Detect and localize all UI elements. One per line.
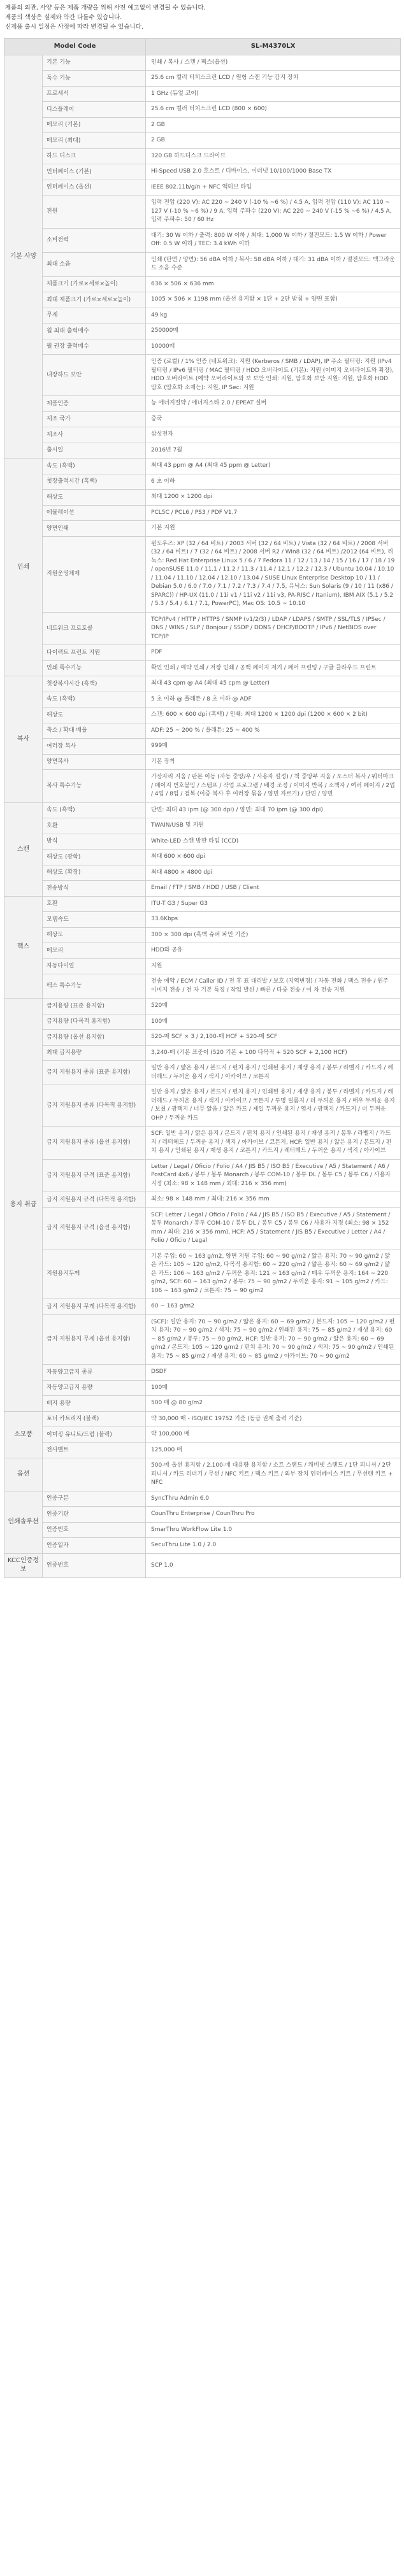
spec-row [4,55,401,71]
spec-key: 배지 용량 [43,1396,146,1412]
spec-key: 최대 소음 [43,252,146,276]
spec-value: White-LED 스캔 방판 타입 (CCD) [146,834,401,850]
spec-key: 급지 지원용지 무게 (옵션 용지함) [43,1314,146,1365]
spec-value: 중국 [146,411,401,427]
spec-value: 60 ~ 163 g/m2 [146,1299,401,1315]
spec-key: 소비전력 [43,228,146,252]
spec-key [43,1458,146,1491]
spec-key: 급지용량 (표준 용지함) [43,999,146,1014]
spec-row [4,505,401,521]
spec-key: 급지용량 (다목적 용지함) [43,1014,146,1030]
section-label: 팩스 [4,896,43,999]
spec-row [4,292,401,308]
spec-row [4,881,401,897]
spec-row [4,1045,401,1061]
spec-value: Hi-Speed USB 2.0 호스트 / 디바이스, 이더넷 10/100/1000 Base TX [146,164,401,180]
spec-key: 최대 제품크기 (가로×세로×높이) [43,292,146,308]
spec-row [4,521,401,537]
spec-row [4,196,401,229]
spec-row [4,865,401,881]
spec-row [4,1314,401,1365]
spec-row [4,692,401,708]
spec-value: 기본 주입: 60 ~ 163 g/m2, 양면 지원 주입: 60 ~ 90 g/m2 / 얇은 용지: 70 ~ 90 g/m2 / 얇은 카드: 105 ~ 120 g/m2, 다목적 용지함: 60 ~ 220 g/m2 / 얇은 용지: 60 ~ 69 g/m2 / 얇은 카드: 106 ~ 163 g/m2 / 두꺼운 용지: 121 ~ 163 g/m2 / 매우 두꺼운 용지: 164 ~ 220 g/m2, SCF: 60 ~ 163 g/m2 / 봉투: 75 ~ 90 g/m2 / 두꺼운 용지: 91 ~ 105 g/m2 / 카드: 106 ~ 163 g/m2 / 코튼지: 75 ~ 90 g/m2 [146,1249,401,1299]
spec-row [4,459,401,474]
spec-key: 급지용량 (옵션 용지함) [43,1030,146,1046]
spec-row [4,770,401,803]
spec-row [4,927,401,943]
spec-key: 지원용지두께 [43,1249,146,1299]
spec-key: 무게 [43,308,146,324]
spec-row [4,943,401,959]
spec-key: 제품인증 [43,396,146,412]
spec-key: 기본 기능 [43,55,146,71]
spec-value: 약 100,000 매 [146,1427,401,1443]
spec-row [4,1396,401,1412]
spec-row [4,818,401,834]
spec-row [4,850,401,865]
spec-value: 일반 용지 / 얇은 용지 / 본드지 / 펀치 용지 / 인쇄된 용지 / 재생 용지 / 봉투 / 라벨지 / 카드지 / 레터헤드 / 두꺼운 용지 / 색지 / 아카이브 / 코튼지 [146,1061,401,1085]
spec-key: 내장하드 보안 [43,355,146,396]
spec-key: 메모리 [43,943,146,959]
spec-value: 단면: 최대 43 ipm (@ 300 dpi) / 양면: 최대 70 ipm (@ 300 dpi) [146,802,401,818]
spec-key: 디스플레이 [43,102,146,118]
section-label: 복사 [4,676,43,803]
spec-value: 125,000 매 [146,1442,401,1458]
spec-value: 전송 예약 / ECM / Caller ID / 전 후 표 대리발 / 보호 (지역변경) / 자동 전화 / 팩스 전송 / 원주 이미지 전송 / 전 자 기본 특징 / 작업 발신 / 빠른 / 다중 전송 / 이 차 전송 지원 [146,974,401,999]
spec-key: 호환 [43,896,146,912]
spec-value: 인증 (로컬) / 1% 인증 (네트워크): 지원 (Kerberos / SMB / LDAP), IP 주소 필터링: 지원 (IPv4 필터링 / IPv6 필터링 / MAC 필터링 / HDD 오버라이트 (기본): 지원 (이미지 오버라이트와 확장), HDD 오버라이트 (예약 오버라이트와 보 보안 인쇄: 지원, 암호화 보안 지원: 지원, 암호화 HDD 암호 (암호화 소재는): 지원, IP Sec: 지원 [146,355,401,396]
spec-key: 전사벨트 [43,1442,146,1458]
notice-line: 제품의 외관, 사양 등은 제품 개량을 위해 사전 예고없이 변경될 수 있습니다. [5,4,206,11]
spec-key: 특수 기능 [43,71,146,87]
spec-row [4,324,401,339]
section-label: 인쇄솔루션 [4,1491,43,1553]
spec-value: 320 GB 하드디스크 드라이브 [146,148,401,164]
spec-row [4,1538,401,1554]
spec-row [4,133,401,149]
spec-key: 토너 카트리지 (블랙) [43,1411,146,1427]
spec-key: 해상도 (광학) [43,850,146,865]
spec-row [4,1030,401,1046]
spec-body [4,55,401,1577]
spec-value: 636 × 506 × 636 mm [146,276,401,292]
notice-line: 신제품 출시 일정은 사정에 따라 변경될 수 있습니다. [5,23,143,31]
spec-key: 자동양고급지 용량 [43,1380,146,1396]
section-label: KCC인증정보 [4,1553,43,1577]
spec-value: 최대 1200 × 1200 dpi [146,490,401,506]
spec-value: 스캔: 600 × 600 dpi (흑백) / 인쇄: 최대 1200 × 1200 dpi (1200 × 600 × 2 bit) [146,708,401,723]
spec-value: 500-매 옵션 용지함 / 2,100-매 대용량 용지함 / 소트 스탠드 / 캐비넷 스탠드 / 1단 피니셔 / 2단 피니셔 / 카드 리더기 / 무선 / NFC 키트 / 팩스 키트 / 외부 장치 인터페이스 키트 / 무선랜 키트 + NFC [146,1458,401,1491]
spec-value: DSDF [146,1365,401,1381]
spec-key: 급지 지원용지 종류 (옵션 용지함) [43,1127,146,1160]
spec-value: 1005 × 506 × 1198 mm (옵션 용지함 × 1단 + 2단 받침 + 양면 포함) [146,292,401,308]
spec-value: 인쇄 / 복사 / 스캔 / 팩스(옵션) [146,55,401,71]
spec-key: 인증번호 [43,1553,146,1577]
spec-value: 520매 [146,999,401,1014]
spec-value: 입력 전압 (220 V): AC 220 ~ 240 V (-10 % ~6 %) / 4.5 A, 입력 전압 (110 V): AC 110 ~ 127 V (-10 % ~6 %) / 9 A, 입력 주파수 (220 V): AC 220 ~ 240 V (-15 % ~6 %) / 4.5 A, 입력 주파수: 50 / 60 Hz [146,196,401,229]
spec-value: 최대 4800 × 4800 dpi [146,865,401,881]
spec-value: 인쇄 (단면 / 양면): 56 dBA 이하 / 복사: 58 dBA 이하 / 대기: 31 dBA 이하 / 절전모드: 백그라운드 소음 수준 [146,252,401,276]
spec-value: SCP 1.0 [146,1553,401,1577]
section-label: 인쇄 [4,459,43,676]
spec-value: 가장자리 지움 / 판본 이동 (자동 중앙/우 / 사용자 설정) / 책 중앙부 지움 / 포스터 복사 / 워터마크 / 페이지 번호붙임 / 스탬프 / 작업 프로그램 / 배경 조정 / 이미지 반복 / 소책자 / 여러 페이지 / 2업 / 4업 / 8업 / 겹복 (이중 복사 후 여러장 묶음 / 양면 자르기) / 단면 / 양면 [146,770,401,803]
spec-row [4,1411,401,1427]
spec-row [4,1427,401,1443]
spec-row [4,180,401,196]
spec-value: 최대 43 cpm @ A4 (최대 45 cpm @ Letter) [146,676,401,692]
spec-key: 속도 (흑백) [43,692,146,708]
spec-value: 33.6Kbps [146,912,401,928]
spec-value: 300 × 300 dpi (흑백 슈퍼 파인 기준) [146,927,401,943]
spec-value: ADF: 25 ~ 200 % / 플래튼: 25 ~ 400 % [146,723,401,739]
spec-row [4,164,401,180]
spec-table [4,38,401,1578]
spec-key: 전송방식 [43,881,146,897]
spec-row [4,1442,401,1458]
spec-row [4,802,401,818]
spec-row [4,974,401,999]
spec-value: 2016년 7월 [146,443,401,459]
spec-row [4,490,401,506]
spec-value: SmarThru WorkFlow Lite 1.0 [146,1522,401,1538]
spec-row [4,896,401,912]
spec-value: 최소: 98 × 148 mm / 최대: 216 × 356 mm [146,1192,401,1208]
spec-row [4,148,401,164]
spec-key: 급지 지원용지 종류 (다목적 용지함) [43,1085,146,1127]
spec-key: 최대 급지용량 [43,1045,146,1061]
spec-row [4,754,401,770]
spec-key: 지원운영체제 [43,536,146,612]
spec-key: 모뎀속도 [43,912,146,928]
spec-row [4,339,401,355]
spec-row [4,1553,401,1577]
spec-row [4,612,401,645]
spec-key: 양면인쇄 [43,521,146,537]
spec-key: 인쇄 특수기능 [43,660,146,676]
spec-key: 메모리 (기본) [43,117,146,133]
spec-value: 기본 지원 [146,521,401,537]
spec-value: 5 초 이하 @ 플래튼 / 8 초 이하 @ ADF [146,692,401,708]
spec-key: 제품크기 (가로×세로×높이) [43,276,146,292]
spec-row [4,958,401,974]
spec-value: 100매 [146,1014,401,1030]
spec-value: TCP/IPv4 / HTTP / HTTPS / SNMP (v1/2/3) / LDAP / LDAPS / SMTP / SSL/TLS / IPSec / DNS / WINS / SLP / Bonjour / SSDP / DDNS / DHCP/BOOTP / IPv6 / NetBIOS over TCP/IP [146,612,401,645]
spec-key: 제조 국가 [43,411,146,427]
spec-row [4,308,401,324]
spec-value: PCL5C / PCL6 / PS3 / PDF V1.7 [146,505,401,521]
spec-value: 100매 [146,1380,401,1396]
spec-row [4,443,401,459]
spec-value: 500 매 @ 80 g/m2 [146,1396,401,1412]
spec-key: 급지 지원용지 규격 (표준 용지함) [43,1159,146,1192]
spec-row [4,1127,401,1160]
spec-row [4,1249,401,1299]
spec-value: 약 30,000 매 - ISO/IEC 19752 기준 (동급 권계 출력 기준) [146,1411,401,1427]
spec-value: SCF: Letter / Legal / Oficio / Folio / A4 / JIS B5 / ISO B5 / Executive / A5 / Statement / 봉투 Monarch / 봉투 COM-10 / 봉투 DL / 봉투 C5 / 봉투 C6 / 사용자 지정 (최소: 98 × 152 mm / 최대: 216 × 356 mm), HCF: A5 / Statement / JIS B5 / Executive / Letter / A4 / Folio / Oficio / Legal [146,1207,401,1249]
model-code-label: Model Code [4,39,146,55]
spec-value: 520-매 SCF × 3 / 2,100-매 HCF + 520-매 SCF [146,1030,401,1046]
spec-value: TWAIN/USB 및 지원 [146,818,401,834]
spec-key: 해상도 [43,708,146,723]
spec-value: 2 GB [146,117,401,133]
spec-key: 메모리 (최대) [43,133,146,149]
spec-key: 급지 지원용지 규격 (옵션 용지함) [43,1207,146,1249]
spec-row [4,1299,401,1315]
spec-row [4,999,401,1014]
spec-value: PDF [146,645,401,661]
spec-row [4,536,401,612]
spec-value: 최대 600 × 600 dpi [146,850,401,865]
spec-value: 10000매 [146,339,401,355]
spec-row [4,1159,401,1192]
spec-key: 첫장출력시간 (흑백) [43,474,146,490]
spec-key: 호환 [43,818,146,834]
spec-row [4,660,401,676]
spec-key: 자동다이얼 [43,958,146,974]
spec-header-row [4,39,401,55]
spec-value: 삼성전자 [146,427,401,443]
spec-key: 해상도 [43,490,146,506]
spec-row [4,252,401,276]
spec-row [4,228,401,252]
spec-value: 최대 43 ppm @ A4 (최대 45 ppm @ Letter) [146,459,401,474]
spec-key: 네트워크 프로토콜 [43,612,146,645]
spec-key: 하드 디스크 [43,148,146,164]
spec-value: 25.6 cm 컬러 터치스크린 LCD / 원형 스캔 기능 감지 장치 [146,71,401,87]
spec-value: SecuThru Lite 1.0 / 2.0 [146,1538,401,1554]
spec-value: SyncThru Admin 6.0 [146,1491,401,1507]
spec-value: 윈도우즈: XP (32 / 64 비트) / 2003 서버 (32 / 64 비트) / Vista (32 / 64 비트) / 2008 서버 (32 / 64 비트) / 7 (32 / 64 비트) / 2008 서버 R2 / Win8 (32 / 64 비트) /2012 (64 비트), 리눅스: Red Hat Enterprise Linux 5 / 6 / 7 Fedora 11 / 12 / 13 / 14 / 15 / 16 / 17 / 18 / 19 / openSUSE 11.0 / 11.1 / 11.2 / 11.3 / 11.4 / 12.1 / 12.2 / 12.3 / Ubuntu 10.04 / 10.10 / 11.04 / 11.10 / 12.04 / 12.10 / 13.04 / SUSE Linux Enterprise Desktop 10 / 11 / Debian 5.0 / 6.0 / 7.0 / 7.1 / 7.2 / 7.3 / 7.4 / 7.5, 유닉스: Sun Solaris (9 / 10 / 11 (x86 / SPARC)) / HP-UX (11.0 / 11i v1 / 11i v2 / 11i v3, PA-RISC / Itanium), IBM AIX (5.1 / 5.2 / 5.3 / 5.4 / 6.1 / 7.1, PowerPC), Mac OS: 10.5 ~ 10.10 [146,536,401,612]
spec-row [4,1458,401,1491]
spec-value: IEEE 802.11b/g/n + NFC 액티브 타입 [146,180,401,196]
spec-value: Letter / Legal / Oficio / Folio / A4 / JIS B5 / ISO B5 / Executive / A5 / Statement / A6 / PostCard 4x6 / 봉투 / 봉투 Monarch / 봉투 COM-10 / 봉투 DL / 봉투 C5 / 봉투 C6 / 사용자 지정 (최소: 98 × 148 mm / 최대: 216 × 356 mm) [146,1159,401,1192]
spec-value: Email / FTP / SMB / HDD / USB / Client [146,881,401,897]
spec-value: 능 에너지절약 / 에너지스타 2.0 / EPEAT 실버 [146,396,401,412]
spec-key: 복사 특수기능 [43,770,146,803]
spec-key: 인터페이스 (옵션) [43,180,146,196]
spec-value: 999매 [146,739,401,755]
notice-box [0,0,404,38]
spec-key: 월 최대 출력매수 [43,324,146,339]
spec-row [4,723,401,739]
section-label: 소모품 [4,1411,43,1458]
spec-key: 프로세서 [43,86,146,102]
section-label: 스캔 [4,802,43,896]
spec-key: 인터페이스 (기본) [43,164,146,180]
spec-row [4,676,401,692]
notice-line: 제품의 색상은 실제와 약간 다를수 있습니다. [5,13,122,21]
spec-value: 일반 용지 / 얇은 용지 / 본드지 / 펀치 용지 / 인쇄된 용지 / 재생 용지 / 봉투 / 라벨지 / 카드지 / 레터헤드 / 두꺼운 용지 / 색지 / 아카이브 / 코튼지 / 투명 필름지 / 더 두꺼운 용지 / 매우 두꺼운 용지 / 보쳤 / 광택지 / 너무 얇음 / 얇은 카드 / 제일 두꺼운 용지 / 엽서 / 광택지 / 카드지 / 더 두꺼운 OHP / 두꺼운 카드 [146,1085,401,1127]
section-label: 기본 사양 [4,55,43,459]
spec-key: 월 권장 출력매수 [43,339,146,355]
section-label: 용지 취급 [4,999,43,1412]
spec-row [4,71,401,87]
spec-row [4,1085,401,1127]
spec-value: 250000매 [146,324,401,339]
spec-value: 6 초 이하 [146,474,401,490]
spec-row [4,117,401,133]
spec-row [4,276,401,292]
spec-key: 속도 (흑백) [43,459,146,474]
spec-row [4,1192,401,1208]
spec-row [4,739,401,755]
spec-row [4,355,401,396]
spec-value: 3,240-매 (기본 표준이 (520 기본 + 100 다목적 + 520 SCF + 2,100 HCF) [146,1045,401,1061]
spec-key: 전원 [43,196,146,229]
spec-key: 인증일자 [43,1538,146,1554]
spec-value: ITU-T G3 / Super G3 [146,896,401,912]
spec-value: 49 kg [146,308,401,324]
spec-key: 출시일 [43,443,146,459]
spec-value: 25.6 cm 컬러 터치스크린 LCD (800 × 600) [146,102,401,118]
spec-key: 인증기관 [43,1507,146,1523]
spec-key: 해상도 (확장) [43,865,146,881]
spec-key: 급지 지원용지 무게 (다목적 용지함) [43,1299,146,1315]
spec-value: 대기: 30 W 이하 / 출력: 800 W 이하 / 최대: 1,000 W 이하 / 절전모드: 1.5 W 이하 / Power Off: 0.5 W 이하 / TEC: 3.4 kWh 이하 [146,228,401,252]
spec-key: 인증구분 [43,1491,146,1507]
spec-key: 인증번호 [43,1522,146,1538]
spec-row [4,1207,401,1249]
spec-row [4,645,401,661]
spec-row [4,1014,401,1030]
spec-key: 첫장복사시간 (흑백) [43,676,146,692]
spec-key: 양면복사 [43,754,146,770]
spec-row [4,1507,401,1523]
spec-key: 에뮬레이션 [43,505,146,521]
spec-key: 여러장 복사 [43,739,146,755]
section-label: 옵션 [4,1458,43,1491]
model-code-value: SL-M4370LX [146,39,401,55]
spec-key: 팩스 특수기능 [43,974,146,999]
spec-value: SCF: 일반 용지 / 얇은 용지 / 본드지 / 펀치 용지 / 인쇄된 용지 / 재생 용지 / 봉투 / 라벨지 / 카드지 / 레터헤드 / 두꺼운 용지 / 색지 / 아카이브 / 코튼지, HCF: 일반 용지 / 얇은 용지 / 본드지 / 펀치 용지 / 인쇄된 용지 / 재생 용지 / 코튼지 / 카드지 / 레터헤드 / 두꺼운 용지 / 색지 / 아카이브 [146,1127,401,1160]
spec-row [4,411,401,427]
spec-value: CounThru Enterprise / CounThru Pro [146,1507,401,1523]
spec-row [4,834,401,850]
spec-value: (SCF): 일반 용지: 70 ~ 90 g/m2 / 얇은 용지: 60 ~ 69 g/m2 / 본드지: 105 ~ 120 g/m2 / 펀치 용지: 70 ~ 90 g/m2 / 색지: 75 ~ 90 g/m2 / 인쇄된 용지: 75 ~ 85 g/m2 / 재생 용지: 60 ~ 85 g/m2 / 봉투: 75 ~ 90 g/m2, HCF: 일반 용지: 70 ~ 90 g/m2 / 얇은 용지: 60 ~ 69 g/m2 / 본드지: 105 ~ 120 g/m2 / 펀치 용지: 70 ~ 90 g/m2 / 색지: 75 ~ 90 g/m2 / 인쇄된 용지: 75 ~ 85 g/m2 / 재생 용지: 60 ~ 85 g/m2 / 아카이브: 70 ~ 90 g/m2 [146,1314,401,1365]
spec-value: 기본 장착 [146,754,401,770]
spec-key: 이미징 유니트/드럼 (블랙) [43,1427,146,1443]
spec-key: 제조사 [43,427,146,443]
spec-row [4,1522,401,1538]
spec-key: 급지 지원용지 종류 (표준 용지함) [43,1061,146,1085]
spec-value: 확인 인쇄 / 예약 인쇄 / 저장 인쇄 / 공백 페이지 저거 / 페어 프린팅 / 구글 클라우드 프린트 [146,660,401,676]
spec-row [4,912,401,928]
spec-row [4,1491,401,1507]
spec-row [4,1365,401,1381]
spec-row [4,86,401,102]
spec-value: HDD와 공유 [146,943,401,959]
spec-row [4,1380,401,1396]
spec-row [4,708,401,723]
spec-key: 방식 [43,834,146,850]
spec-key: 축소 / 확대 배율 [43,723,146,739]
spec-row [4,396,401,412]
spec-key: 자동양고급지 종류 [43,1365,146,1381]
spec-value: 1 GHz (듀얼 코어) [146,86,401,102]
spec-value: 지원 [146,958,401,974]
spec-key: 다이렉트 프린트 지원 [43,645,146,661]
spec-key: 해상도 [43,927,146,943]
spec-key: 속도 (흑백) [43,802,146,818]
spec-value: 2 GB [146,133,401,149]
spec-key: 급지 지원용지 규격 (다목적 용지함) [43,1192,146,1208]
spec-row [4,474,401,490]
spec-row [4,427,401,443]
spec-row [4,1061,401,1085]
spec-row [4,102,401,118]
